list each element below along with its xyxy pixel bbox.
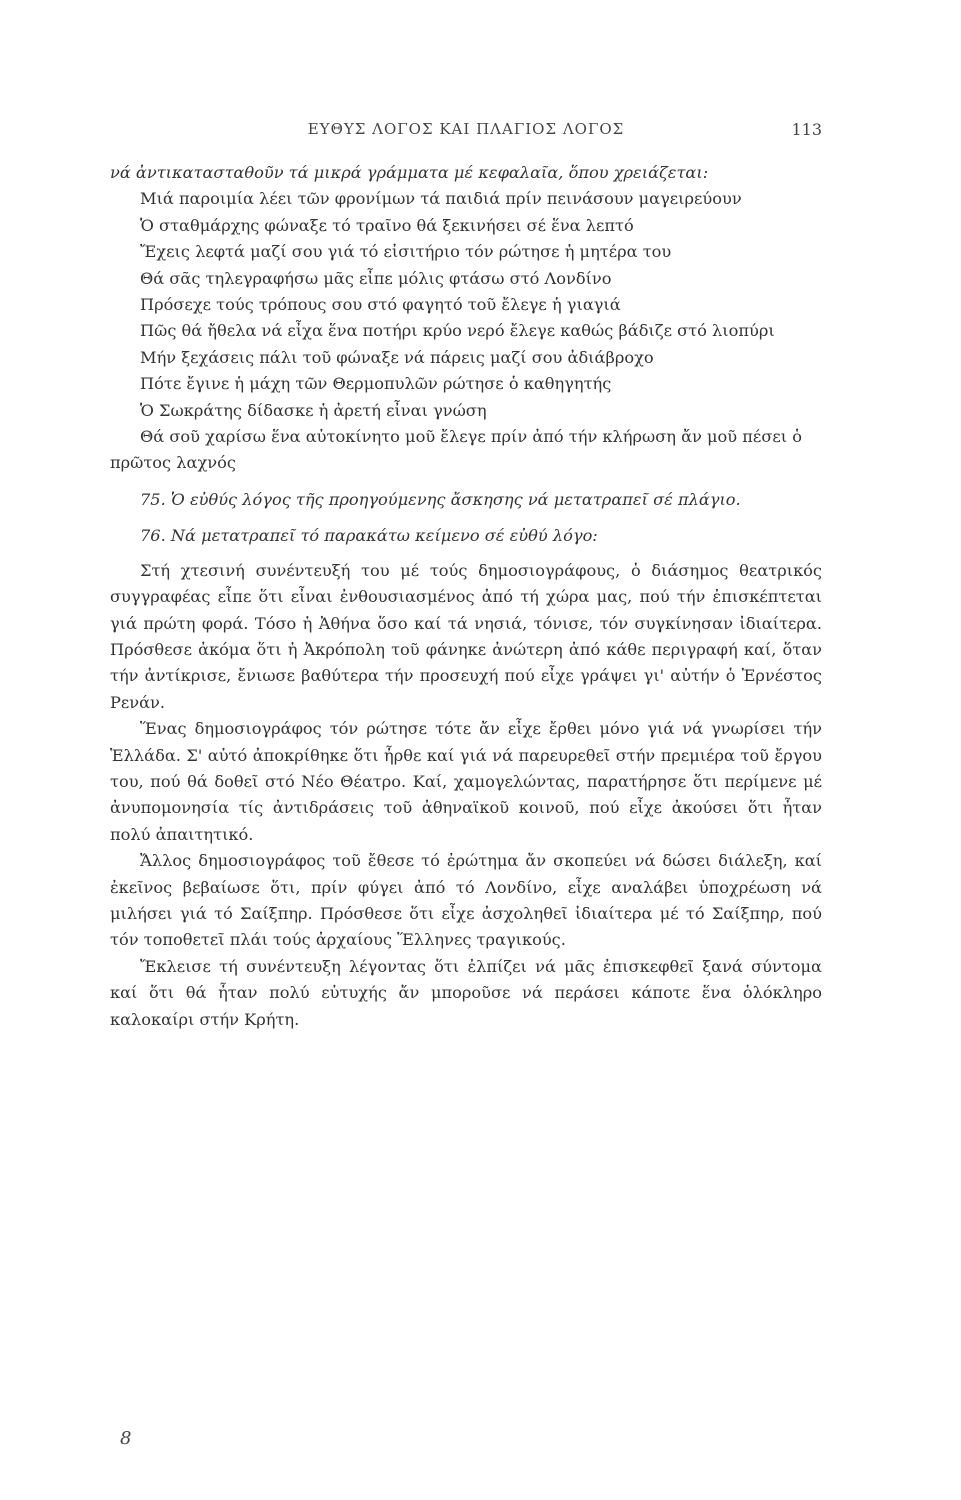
sentence-3: Ἔχεις λεφτά μαζί σου γιά τό εἰσιτήριο τόν ρώτησε ἡ μητέρα του <box>140 242 672 262</box>
sentence-8: Πότε ἔγινε ἡ μάχη τῶν Θερμοπυλῶν ρώτησε ὁ καθηγητής <box>140 374 612 394</box>
sentence-6: Πῶς θά ἤθελα νά εἶχα ἕνα ποτήρι κρύο νερό ἔλεγε καθώς βάδιζε στό λιοπύρι <box>140 321 775 341</box>
signature-mark: 8 <box>120 1428 132 1449</box>
sentence-4: Θά σᾶς τηλεγραφήσω μᾶς εἶπε μόλις φτάσω στό Λονδίνο <box>140 268 612 288</box>
exercise-76: 76. Νά μετατραπεῖ τό παρακάτω κείμενο σέ εὐθύ λόγο: <box>140 526 598 546</box>
sentence-5: Πρόσεχε τούς τρόπους σου στό φαγητό τοῦ ἔλεγε ἡ γιαγιά <box>140 295 621 315</box>
sentence-list <box>110 186 822 476</box>
running-header <box>110 120 822 142</box>
sentence-1: Μιά παροιμία λέει τῶν φρονίμων τά παιδιά πρίν πεινάσουν μαγειρεύουν <box>140 189 742 209</box>
paragraph-1: Στή χτεσινή συνέντευξή του μέ τούς δημοσιογράφους, ὁ διάσημος θεατρικός συγγραφέας εἶπε ὅτι εἶναι ἐνθουσιασμένος ἀπό τή χώρα μας, πού τήν ἐπισκέπτεται γιά πρώτη φορά. Τόσο ἡ Ἀθήνα ὅσο καί τά νησιά, τόνισε, τόν συγκίνησαν ἰδιαίτερα. Πρόσθεσε ἀκόμα ὅτι ἡ Ἀκρόπολη τοῦ φάνηκε ἀνώτερη ἀπό κάθε περιγραφή καί, ὅταν τήν ἀντίκρισε, ἔνιωσε βαθύτερα τήν προσευχή πού εἶχε γράψει γι' αὐτήν ὁ Ἐρνέστος Ρενάν. <box>110 560 822 712</box>
sentence-10: Θά σοῦ χαρίσω ἕνα αὐτοκίνητο μοῦ ἔλεγε πρίν ἀπό τήν κλήρωση ἄν μοῦ πέσει ὁ πρῶτος λαχνός <box>110 427 802 473</box>
paragraph-2: Ἕνας δημοσιογράφος τόν ρώτησε τότε ἄν εἶχε ἔρθει μόνο γιά νά γνωρίσει τήν Ἑλλάδα. Σ' αὐτό ἀποκρίθηκε ὅτι ἦρθε καί γιά νά παρευρεθεῖ στήν πρεμιέρα τοῦ ἔργου του, πού θά δοθεῖ στό Νέο Θέατρο. Καί, χαμογελώντας, παρατήρησε ὅτι περίμενε μέ ἀνυπομονησία τίς ἀντιδράσεις τοῦ ἀθηναϊκοῦ κοινοῦ, πού εἶχε ἀκούσει ὅτι ἦταν πολύ ἀπαιτητικό. <box>110 719 822 844</box>
exercise-75: 75. Ὁ εὐθύς λόγος τῆς προηγούμενης ἄσκησης νά μετατραπεῖ σέ πλάγιο. <box>140 489 741 509</box>
exercise-intro: νά ἀντικατασταθοῦν τά μικρά γράμματα μέ κεφαλαῖα, ὅπου χρειάζεται: <box>110 163 709 182</box>
sentence-9: Ὁ Σωκράτης δίδασκε ἡ ἀρετή εἶναι γνώση <box>140 400 487 420</box>
header-title: ΕΥΘΥΣ ΛΟΓΟΣ ΚΑΙ ΠΛΑΓΙΟΣ ΛΟΓΟΣ <box>307 120 625 138</box>
paragraph-4: Ἔκλεισε τή συνέντευξη λέγοντας ὅτι ἐλπίζει νά μᾶς ἐπισκεφθεῖ ξανά σύντομα καί ὅτι θά ἦταν πολύ εὐτυχής ἄν μποροῦσε νά περάσει κάποτε ἕνα ὁλόκληρο καλοκαίρι στήν Κρήτη. <box>110 956 822 1029</box>
page-number: 113 <box>791 120 822 139</box>
exercise-76-text <box>110 558 822 1033</box>
paragraph-3: Ἄλλος δημοσιογράφος τοῦ ἔθεσε τό ἐρώτημα ἄν σκοπεύει νά δώσει διάλεξη, καί ἐκεῖνος βεβαίωσε ὅτι, πρίν φύγει ἀπό τό Λονδίνο, εἶχε αναλάβει ὑποχρέωση νά μιλήσει γιά τό Σαίξπηρ. Πρόσθεσε ὅτι εἶχε ἀσχοληθεῖ ἰδιαίτερα μέ τό Σαίξπηρ, πού τόν τοποθετεῖ πλάι τούς ἀρχαίους Ἕλληνες τραγικούς. <box>110 851 822 950</box>
sentence-2: Ὁ σταθμάρχης φώναξε τό τραῖνο θά ξεκινήσει σέ ἕνα λεπτό <box>140 215 634 235</box>
page-body <box>110 160 822 1033</box>
sentence-7: Μήν ξεχάσεις πάλι τοῦ φώναξε νά πάρεις μαζί σου ἀδιάβροχο <box>140 347 654 367</box>
